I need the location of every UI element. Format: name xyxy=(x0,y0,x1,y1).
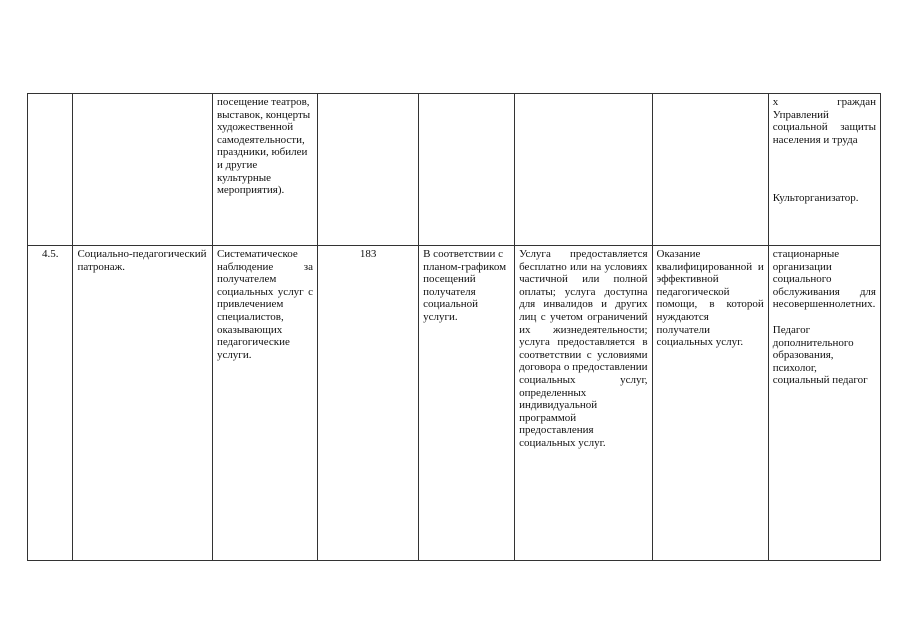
cell-executors xyxy=(768,94,880,246)
cell-conditions: Услуга предоставляется бесплатно или на условиях частичной или полной оплаты; услуга доступна для инвалидов и других лиц с учетом ограничений их жизнедеятельности; услуга предоставляется в соответствии с условиями договора о предоставлении социальных услуг, определенных индивидуальной программой предоставления социальных услуг. xyxy=(515,246,652,561)
cell-schedule: В соответствии с планом-графиком посещений получателя социальной услуги. xyxy=(419,246,515,561)
cell-service-description: Систематическое наблюдение за получателем социальных услуг с привлечением специалистов, оказывающих педагогические услуги. xyxy=(212,246,317,561)
services-table xyxy=(27,93,881,561)
cell-service-name: Социально-педагогический патронаж. xyxy=(73,246,212,561)
cell-service-description: посещение театров, выставок, концерты художественной самодеятельности, праздники, юбилеи и другие культурные мероприятия). xyxy=(212,94,317,246)
executors-top-text: х граждан Управлений социальной защиты населения и труда xyxy=(772,96,876,146)
table-row xyxy=(28,246,881,561)
cell-service-name xyxy=(73,94,212,246)
table-row xyxy=(28,94,881,246)
cell-number: 4.5. xyxy=(28,246,73,561)
cell-schedule xyxy=(419,94,515,246)
cell-result: Оказание квалифицированной и эффективной педагогической помощи, в которой нуждаются получатели социальных услуг. xyxy=(652,246,768,561)
cell-count: 183 xyxy=(318,246,419,561)
cell-count xyxy=(318,94,419,246)
executors-top-text: стационарные организации социального обслуживания для несовершеннолетних. xyxy=(772,248,876,311)
executors-bottom-text: Культорганизатор. xyxy=(772,192,859,205)
cell-conditions xyxy=(515,94,652,246)
cell-executors xyxy=(768,246,880,561)
cell-number xyxy=(28,94,73,246)
executors-bottom-text: Педагог дополнительного образования, психолог, социальный педагог xyxy=(772,323,868,387)
cell-result xyxy=(652,94,768,246)
